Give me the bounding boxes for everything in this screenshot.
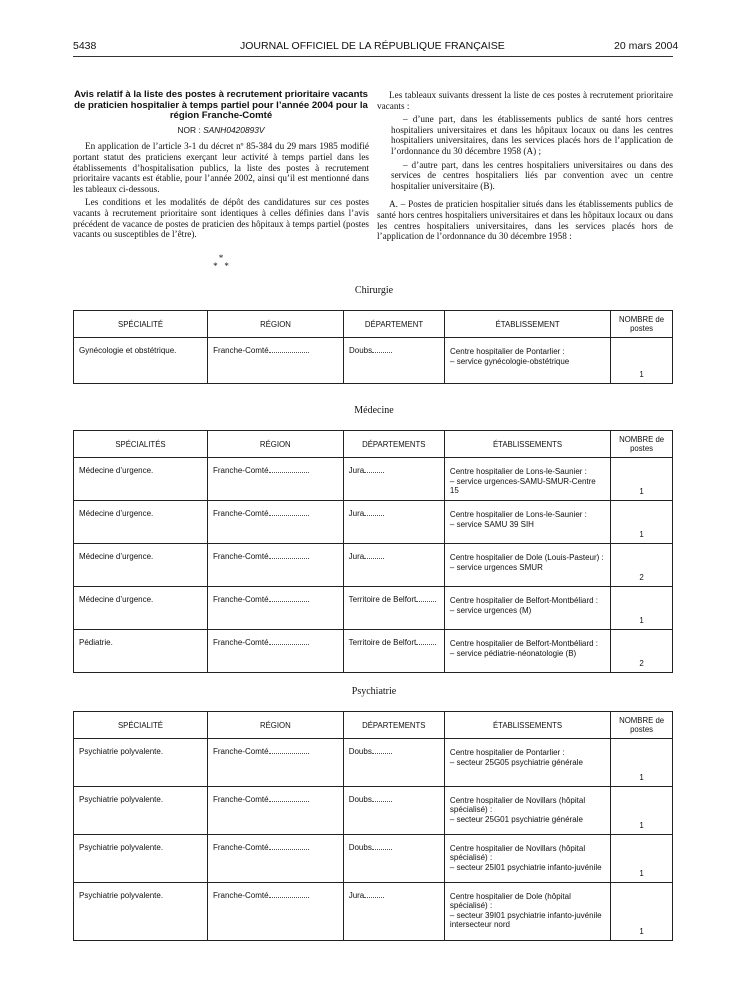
table-psychiatrie: [73, 711, 673, 941]
cell-etablissement: [445, 338, 611, 384]
etablissement-service: – service SAMU 39 SIH: [449, 520, 534, 529]
cell-etablissement: [444, 501, 610, 544]
etablissement-name: Centre hospitalier de Pontarlier :: [449, 748, 565, 757]
leader-dots: [416, 638, 436, 645]
nor-code: SANH0420893V: [203, 124, 265, 135]
specialite-text: Psychiatrie polyvalente.: [79, 747, 164, 756]
cell-nombre: [611, 630, 673, 673]
cell-departement: [343, 835, 444, 883]
cell-etablissement: [444, 739, 610, 787]
cell-specialite: [74, 883, 208, 941]
leader-dots: [372, 843, 392, 850]
cell-specialite: [74, 501, 208, 544]
cell-departement: [343, 458, 444, 501]
specialite-text: Médecine d’urgence.: [79, 509, 154, 518]
table-row: [74, 835, 673, 883]
region-text: Franche-Comté: [212, 552, 269, 561]
table-row: [74, 338, 673, 384]
leader-dots: [372, 795, 392, 802]
col-header-etablissements: ÉTABLISSEMENTS: [444, 712, 610, 739]
etablissement-service: – secteur 25G01 psychiatrie générale: [449, 815, 583, 824]
col-header-region: RÉGION: [207, 431, 343, 458]
section-a-paragraph: A. – Postes de praticien hospitalier situés dans les établissements publics de santé hors centres hospitaliers universitaires et dans les hôpitaux locaux ou dans les centres hospitaliers universitaires, dans les services placés hors de l’application de l’ordonnance du 30 décembre 1958 :: [377, 199, 673, 242]
region-text: Franche-Comté: [212, 795, 269, 804]
cell-region: [207, 587, 343, 630]
departement-text: Jura: [348, 466, 365, 475]
issue-date: 20 mars 2004: [614, 40, 679, 52]
leader-dots: [416, 595, 436, 602]
cell-specialite: [74, 544, 208, 587]
cell-etablissement: [444, 787, 610, 835]
cell-etablissement: [444, 630, 610, 673]
departement-text: Territoire de Belfort: [348, 595, 417, 604]
etablissement-name: Centre hospitalier de Dole (hôpital spécialisé) :: [449, 892, 571, 910]
cell-departement: [343, 787, 444, 835]
cell-region: [207, 630, 343, 673]
cell-departement: [343, 338, 444, 384]
departement-text: Jura: [348, 552, 365, 561]
table-medecine: [73, 430, 673, 673]
specialite-text: Médecine d’urgence.: [79, 595, 154, 604]
col-header-region: RÉGION: [208, 311, 344, 338]
cell-nombre: [611, 835, 673, 883]
leader-dots: [364, 891, 384, 898]
cell-departement: [343, 501, 444, 544]
etablissement-name: Centre hospitalier de Belfort-Montbéliard :: [449, 639, 598, 648]
departement-text: Territoire de Belfort: [348, 638, 417, 647]
cell-region: [207, 544, 343, 587]
leader-dots: [372, 747, 392, 754]
cell-nombre: [611, 458, 673, 501]
cell-region: [207, 739, 343, 787]
right-column: [377, 90, 673, 245]
table-header-row: [74, 712, 673, 739]
specialite-text: Pédiatrie.: [79, 638, 113, 647]
page-number: 5438: [73, 40, 97, 52]
region-text: Franche-Comté: [212, 509, 269, 518]
section-title-medecine: Médecine: [354, 405, 394, 416]
paragraph-1: En application de l’article 3-1 du décret nº 85-384 du 29 mars 1985 modifié portant statut des praticiens exerçant leur activité à temps partiel dans les établissements d’hospitalisation publics, la liste des postes à recrutement prioritaire vacants est établie, pour l’année 2002, ainsi qu’il est mentionné dans les tableaux ci-dessous.: [73, 141, 369, 194]
cell-nombre: [611, 544, 673, 587]
etablissement-service: – service urgences-SAMU-SMUR-Centre 15: [449, 477, 596, 495]
cell-region: [207, 458, 343, 501]
etablissement-name: Centre hospitalier de Dole (Louis-Pasteur) :: [449, 553, 604, 562]
nombre-value: 1: [639, 869, 644, 878]
section-title-psychiatrie: Psychiatrie: [351, 686, 397, 697]
table-row: [74, 630, 673, 673]
journal-title: JOURNAL OFFICIEL DE LA RÉPUBLIQUE FRANÇAISE: [240, 40, 505, 52]
leader-dots: [364, 552, 384, 559]
col-header-nombre: NOMBRE de postes: [611, 712, 673, 739]
nor-label: NOR :: [177, 124, 201, 135]
cell-specialite: [74, 787, 208, 835]
cell-etablissement: [444, 458, 610, 501]
etablissement-service: – service urgences (M): [449, 606, 532, 615]
nor-reference: [73, 125, 369, 136]
header-rule: [73, 56, 673, 57]
cell-region: [207, 835, 343, 883]
leader-dots: [269, 843, 309, 850]
leader-dots: [269, 466, 309, 473]
etablissement-service: – service urgences SMUR: [449, 563, 543, 572]
cell-departement: [343, 739, 444, 787]
col-header-departements: DÉPARTEMENTS: [343, 431, 444, 458]
nombre-value: 1: [639, 927, 644, 936]
etablissement-name: Centre hospitalier de Pontarlier :: [450, 347, 565, 356]
region-text: Franche-Comté: [213, 346, 269, 355]
col-header-etablissements: ÉTABLISSEMENTS: [444, 431, 610, 458]
left-column: [73, 90, 369, 270]
specialite-text: Psychiatrie polyvalente.: [79, 795, 164, 804]
cell-specialite: [74, 630, 208, 673]
star-top: *: [218, 252, 224, 263]
col-header-specialites: SPÉCIALITÉS: [74, 431, 208, 458]
nombre-value: 1: [639, 530, 644, 539]
table-chirurgie: [73, 310, 673, 384]
table-header-row: [74, 311, 673, 338]
nombre-value: 1: [639, 487, 644, 496]
leader-dots: [364, 509, 384, 516]
cell-departement: [343, 544, 444, 587]
etablissement-service: – service pédiatrie-néonatologie (B): [449, 649, 577, 658]
region-text: Franche-Comté: [212, 466, 269, 475]
departement-text: Doubs: [348, 346, 373, 355]
cell-etablissement: [444, 587, 610, 630]
table-row: [74, 787, 673, 835]
etablissement-service: – secteur 25G05 psychiatrie générale: [449, 758, 583, 767]
cell-etablissement: [444, 544, 610, 587]
cell-departement: [343, 587, 444, 630]
nombre-value: 1: [639, 616, 644, 625]
leader-dots: [269, 509, 309, 516]
table-row: [74, 544, 673, 587]
specialite-text: Psychiatrie polyvalente.: [79, 891, 164, 900]
etablissement-service: – service gynécologie-obstétrique: [450, 357, 570, 366]
star-bottom: * *: [213, 260, 229, 271]
etablissement-name: Centre hospitalier de Novillars (hôpital spécialisé) :: [449, 844, 586, 862]
departement-text: Jura: [348, 891, 365, 900]
specialite-text: Médecine d’urgence.: [79, 466, 154, 475]
cell-nombre: [611, 587, 673, 630]
departement-text: Doubs: [348, 795, 372, 804]
right-intro: Les tableaux suivants dressent la liste de ces postes à recrutement prioritaire vacants :: [377, 90, 673, 111]
cell-specialite: [74, 458, 208, 501]
col-header-etablissement: ÉTABLISSEMENT: [445, 311, 611, 338]
nombre-value: 1: [639, 773, 644, 782]
nombre-value: 1: [639, 370, 644, 379]
cell-nombre: [611, 883, 673, 941]
region-text: Franche-Comté: [212, 891, 269, 900]
nombre-value: 2: [639, 573, 644, 582]
notice-title: Avis relatif à la liste des postes à recrutement prioritaire vacants de praticien hospitalier à temps partiel pour l’année 2004 pour la région Franche-Comté: [74, 89, 368, 122]
cell-nombre: [611, 338, 673, 384]
col-header-departements: DÉPARTEMENTS: [343, 712, 444, 739]
nombre-value: 2: [639, 659, 644, 668]
table-row: [74, 739, 673, 787]
leader-dots: [372, 346, 392, 353]
col-header-nombre: NOMBRE de postes: [611, 311, 673, 338]
cell-region: [208, 338, 344, 384]
leader-dots: [269, 795, 309, 802]
etablissement-name: Centre hospitalier de Novillars (hôpital spécialisé) :: [449, 796, 586, 814]
etablissement-service: – secteur 25I01 psychiatrie infanto-juvénile: [449, 863, 602, 872]
specialite-text: Médecine d’urgence.: [79, 552, 154, 561]
leader-dots: [269, 891, 309, 898]
section-title-chirurgie: Chirurgie: [354, 285, 394, 296]
leader-dots: [364, 466, 384, 473]
running-header: [0, 40, 748, 54]
leader-dots: [269, 552, 309, 559]
nombre-value: 1: [639, 821, 644, 830]
etablissement-service: – secteur 39I01 psychiatrie infanto-juvénile intersecteur nord: [449, 911, 602, 929]
cell-departement: [343, 630, 444, 673]
leader-dots: [269, 638, 309, 645]
cell-nombre: [611, 739, 673, 787]
table-row: [74, 587, 673, 630]
region-text: Franche-Comté: [212, 638, 269, 647]
table-row: [74, 458, 673, 501]
list-item-b: – d’autre part, dans les centres hospitaliers universitaires ou dans des services de centres hospitaliers liés par convention avec un centre hospitalier universitaire (B).: [391, 159, 673, 191]
leader-dots: [269, 346, 309, 353]
cell-specialite: [74, 739, 208, 787]
leader-dots: [269, 747, 309, 754]
etablissement-name: Centre hospitalier de Belfort-Montbéliard :: [449, 596, 598, 605]
cell-etablissement: [444, 883, 610, 941]
paragraph-2: Les conditions et les modalités de dépôt des candidatures sur ces postes vacants à recrutement prioritaire sont identiques à celles définies dans l’avis précédent de vacance de postes de praticien des hôpitaux à temps partiel (postes vacants ou susceptibles de l’être).: [73, 197, 369, 240]
departement-text: Doubs: [348, 747, 372, 756]
cell-specialite: [74, 587, 208, 630]
table-header-row: [74, 431, 673, 458]
col-header-specialite: SPÉCIALITÉ: [74, 712, 208, 739]
etablissement-name: Centre hospitalier de Lons-le-Saunier :: [449, 510, 587, 519]
col-header-departement: DÉPARTEMENT: [343, 311, 444, 338]
specialite-text: Gynécologie et obstétrique.: [79, 346, 177, 355]
col-header-region: RÉGION: [207, 712, 343, 739]
departement-text: Doubs: [348, 843, 372, 852]
cell-region: [207, 501, 343, 544]
cell-nombre: [611, 501, 673, 544]
leader-dots: [269, 595, 309, 602]
col-header-nombre: NOMBRE de postes: [611, 431, 673, 458]
cell-specialite: [74, 338, 208, 384]
separator-stars: [73, 254, 369, 270]
region-text: Franche-Comté: [212, 843, 269, 852]
cell-departement: [343, 883, 444, 941]
region-text: Franche-Comté: [212, 595, 269, 604]
specialite-text: Psychiatrie polyvalente.: [79, 843, 164, 852]
cell-nombre: [611, 787, 673, 835]
col-header-specialite: SPÉCIALITÉ: [74, 311, 208, 338]
table-row: [74, 501, 673, 544]
cell-region: [207, 787, 343, 835]
table-row: [74, 883, 673, 941]
region-text: Franche-Comté: [212, 747, 269, 756]
etablissement-name: Centre hospitalier de Lons-le-Saunier :: [449, 467, 587, 476]
list-item-a: – d’une part, dans les établissements publics de santé hors centres hospitaliers universitaires et dans les hôpitaux locaux ou dans les centres hospitaliers universitaires, dans les services placés hors de l’application de l’ordonnance du 30 décembre 1958 (A) ;: [391, 114, 673, 156]
departement-text: Jura: [348, 509, 365, 518]
cell-etablissement: [444, 835, 610, 883]
cell-specialite: [74, 835, 208, 883]
cell-region: [207, 883, 343, 941]
